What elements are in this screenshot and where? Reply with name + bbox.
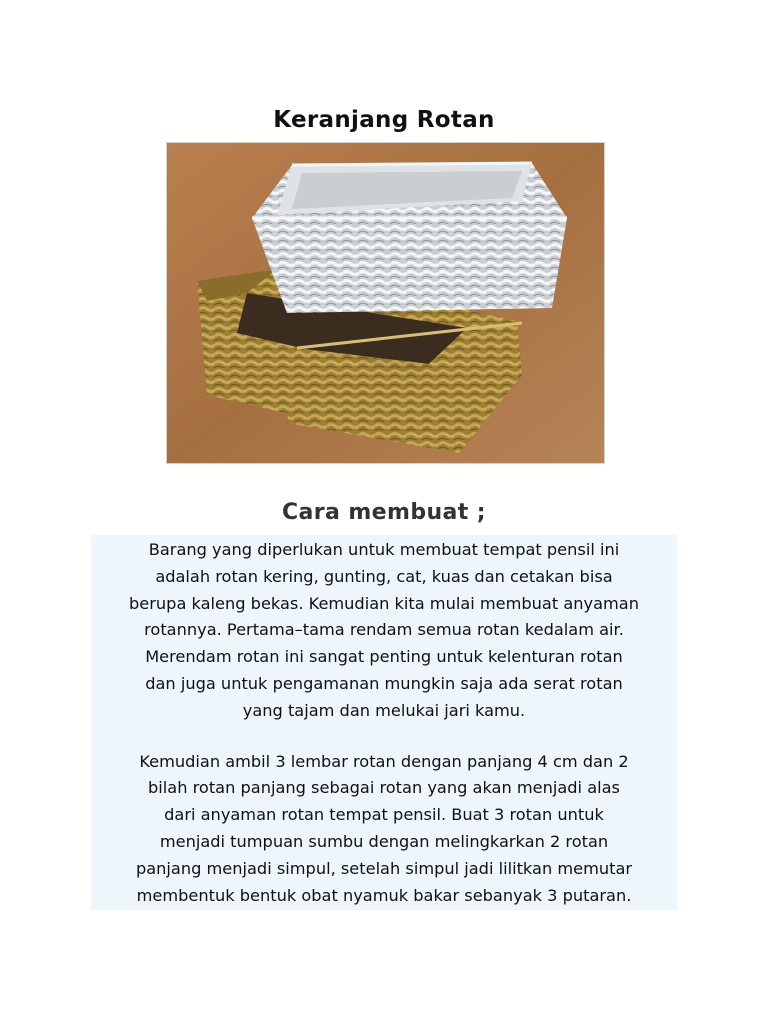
text-line: dan juga untuk pengamanan mungkin saja ada serat rotan: [145, 673, 623, 693]
text-line: berupa kaleng bekas. Kemudian kita mulai membuat anyaman: [129, 593, 639, 613]
section-heading: Cara membuat ;: [282, 500, 486, 526]
text-line: Kemudian ambil 3 lembar rotan dengan panjang 4 cm dan 2: [139, 751, 629, 771]
text-line: dari anyaman rotan tempat pensil. Buat 3 rotan untuk: [164, 805, 604, 825]
text-line: Barang yang diperlukan untuk membuat tempat pensil ini: [148, 540, 620, 559]
paragraph-materials: [95, 537, 673, 725]
text-line: panjang menjadi simpul, setelah simpul jadi lilitkan memutar: [135, 858, 633, 878]
paragraph-steps: [95, 749, 673, 910]
text-line: yang tajam dan melukai jari kamu.: [242, 700, 526, 720]
text-line: adalah rotan kering, gunting, cat, kuas dan cetakan bisa: [155, 566, 613, 586]
text-line: membentuk bentuk obat nyamuk bakar sebanyak 3 putaran.: [136, 885, 632, 905]
page-title: Keranjang Rotan: [273, 107, 495, 134]
text-line: rotannya. Pertama–tama rendam semua rotan kedalam air.: [144, 620, 624, 640]
basket-photo: [166, 142, 605, 464]
text-line: bilah rotan panjang sebagai rotan yang akan menjadi alas: [148, 778, 620, 798]
photo-icon: [167, 143, 604, 463]
text-line: Merendam rotan ini sangat penting untuk kelenturan rotan: [145, 647, 623, 667]
instructions-box: [91, 535, 677, 910]
text-line: menjadi tumpuan sumbu dengan melingkarkan 2 rotan: [159, 831, 609, 851]
